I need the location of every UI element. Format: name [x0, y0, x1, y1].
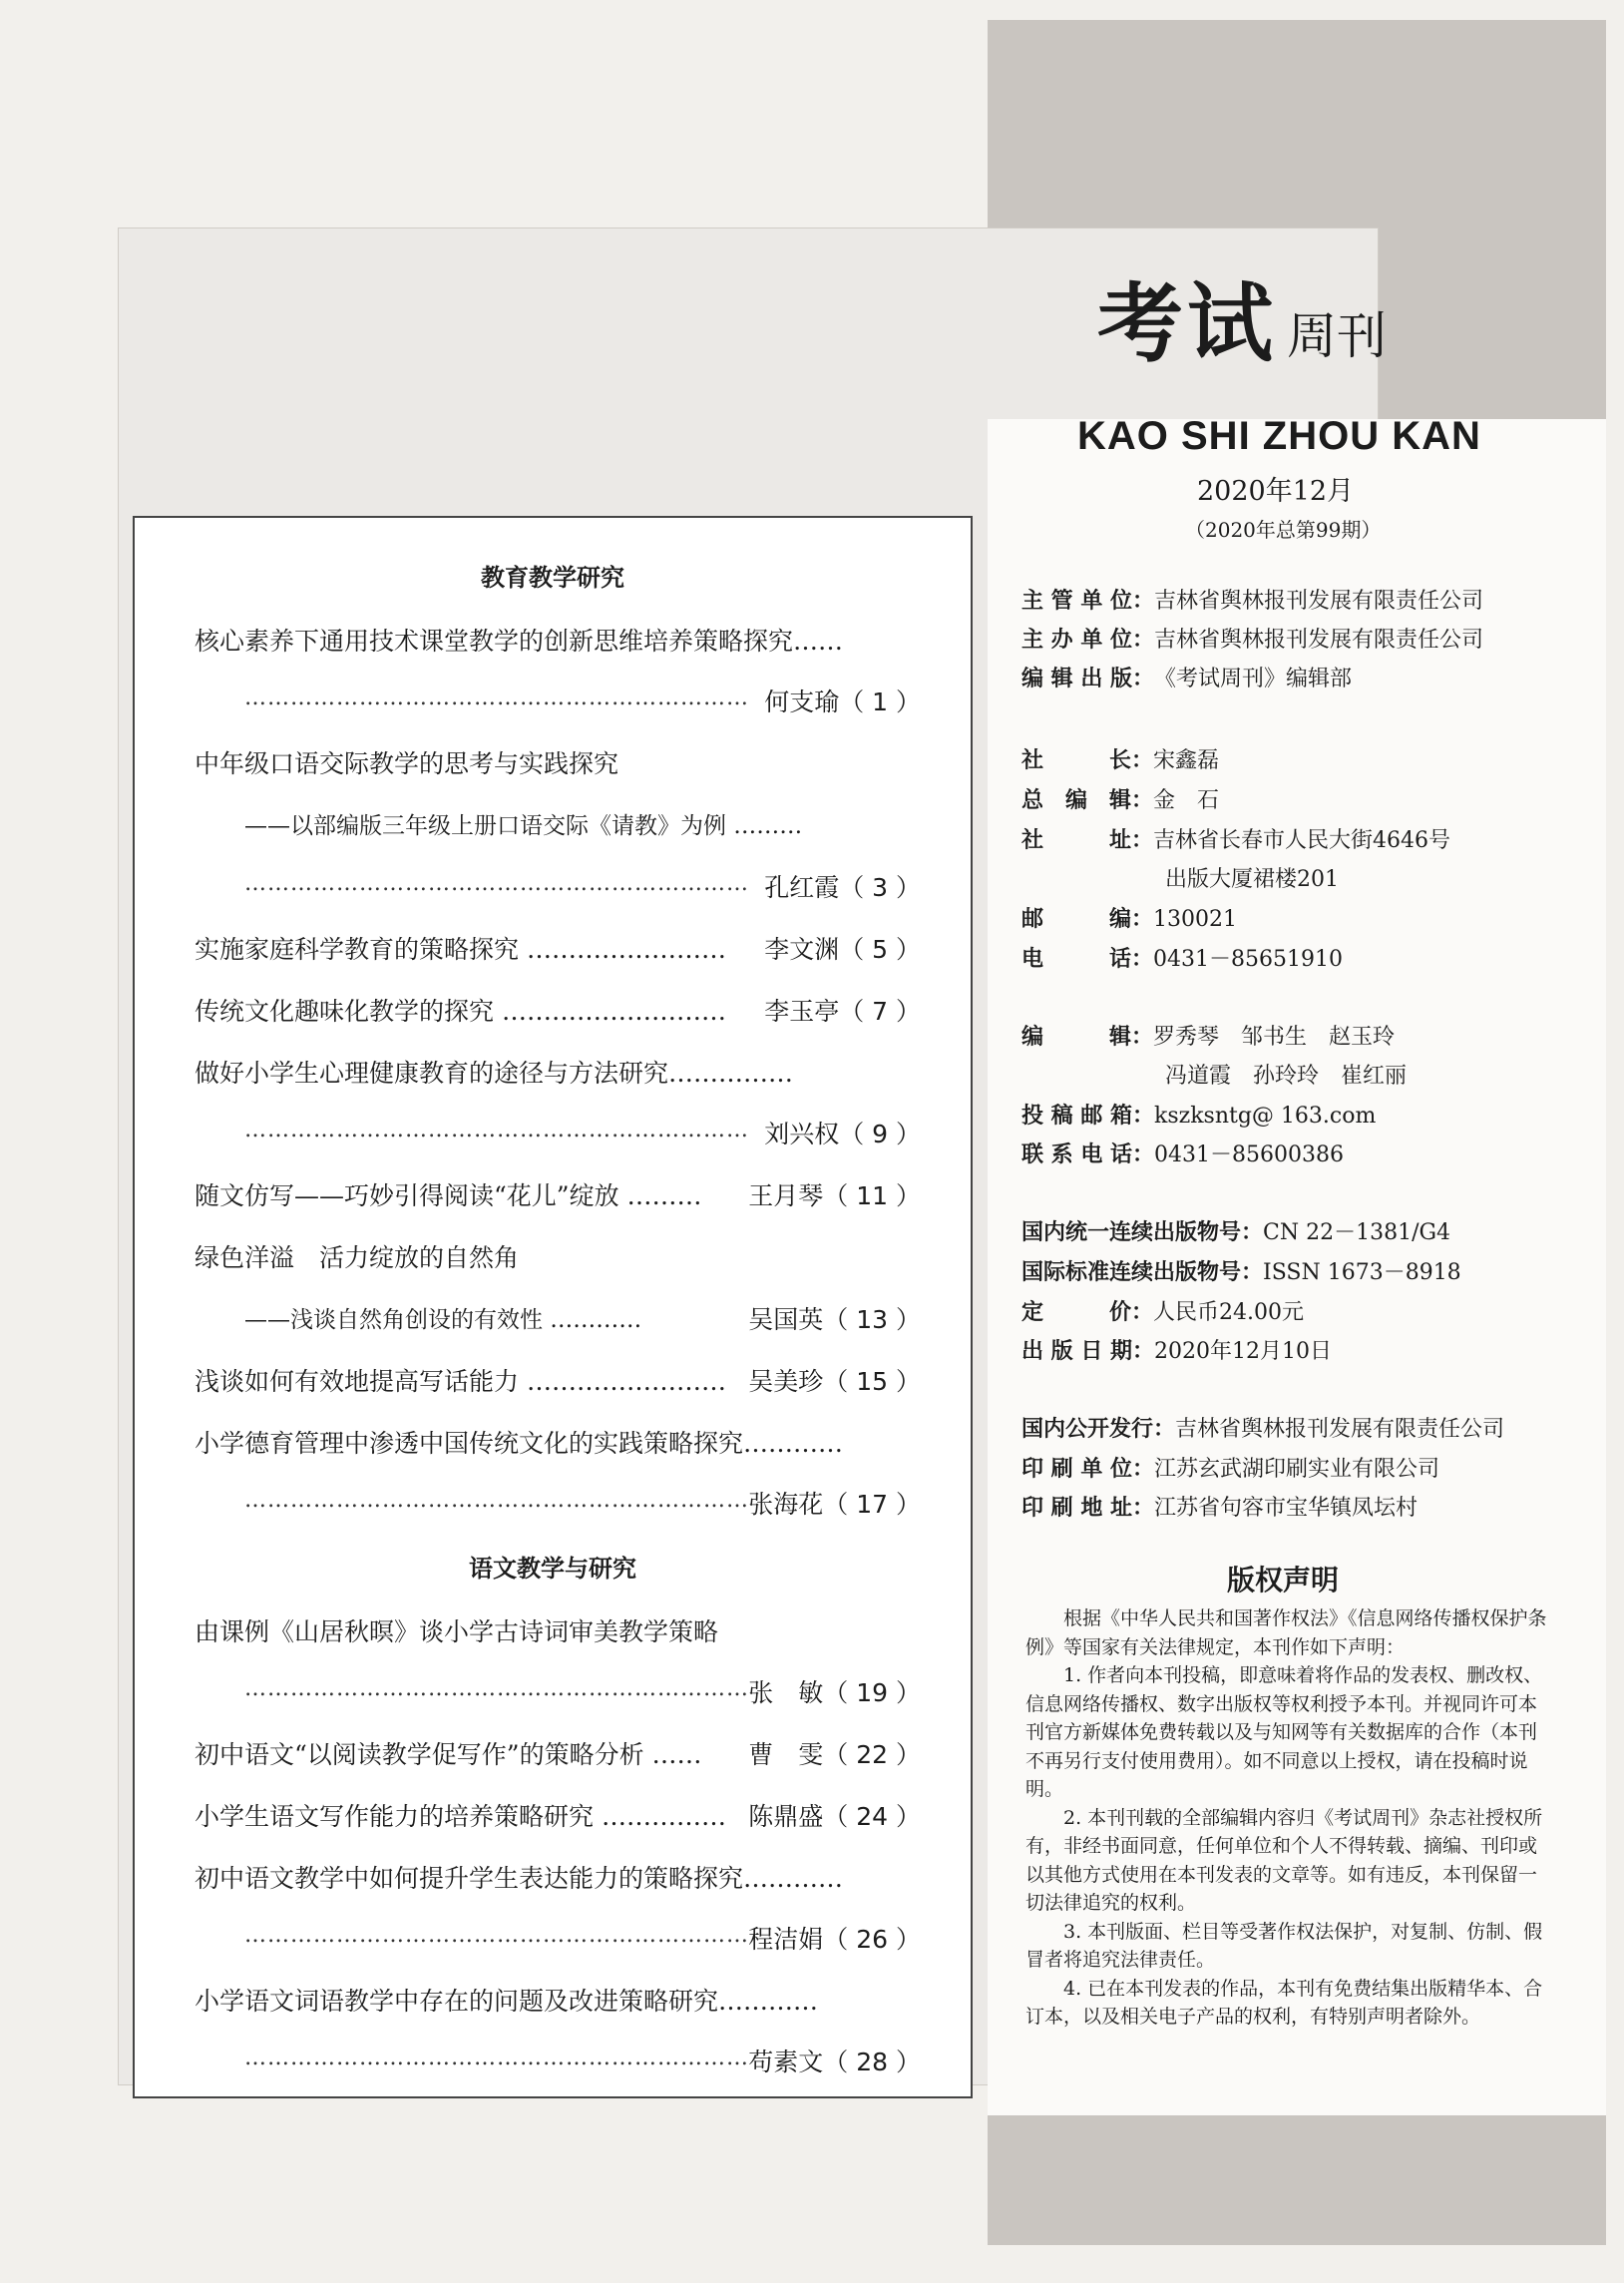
- copyright-title: 版权声明: [1227, 1564, 1340, 1597]
- toc-title[interactable]: 小学语文词语教学中存在的问题及改进策略研究…………: [195, 1987, 819, 2016]
- info-row: 社 长：宋鑫磊: [1021, 748, 1220, 773]
- toc-title[interactable]: 中年级口语交际教学的思考与实践探究: [195, 749, 619, 778]
- info-row: 编 辑 出 版：《考试周刊》编辑部: [1021, 667, 1352, 691]
- toc-title[interactable]: 传统文化趣味化教学的探究 ………………………: [195, 997, 726, 1026]
- toc-author: 程洁娟（ 26 ）: [748, 1925, 921, 1954]
- toc-title[interactable]: 实施家庭科学教育的策略探究 ……………………: [195, 935, 726, 964]
- info-row: 联 系 电 话：0431－85600386: [1021, 1142, 1344, 1167]
- info-row: 印 刷 地 址：江苏省句容市宝华镇凤坛村: [1021, 1496, 1418, 1521]
- info-row: 总 编 辑：金 石: [1021, 788, 1220, 813]
- toc-author: 王月琴（ 11 ）: [748, 1181, 921, 1210]
- issue-date: 2020年12月: [1197, 476, 1355, 507]
- toc-title[interactable]: 绿色洋溢 活力绽放的自然角: [195, 1243, 520, 1272]
- toc-author: 李玉亭（ 7 ）: [764, 997, 921, 1026]
- issue-number: （2020年总第99期）: [1185, 518, 1382, 542]
- toc-title[interactable]: 小学德育管理中渗透中国传统文化的实践策略探究…………: [195, 1429, 844, 1458]
- title-pinyin: KAO SHI ZHOU KAN: [1077, 414, 1481, 458]
- toc-leader: …………………………………………………………: [244, 1488, 749, 1513]
- info-row: 主 管 单 位：吉林省舆林报刊发展有限责任公司: [1021, 589, 1483, 614]
- copyright-body: [1025, 1604, 1554, 2032]
- info-row: 国内统一连续出版物号：CN 22－1381/G4: [1021, 1220, 1451, 1245]
- info-row: 印 刷 单 位：江苏玄武湖印刷实业有限公司: [1021, 1457, 1439, 1482]
- copyright-paragraph: 3. 本刊版面、栏目等受著作权法保护，对复制、仿制、假冒者将追究法律责任。: [1025, 1920, 1543, 1971]
- toc-leader: …………………………………………………………: [244, 1676, 749, 1701]
- table-of-contents: [133, 516, 973, 2098]
- toc-title[interactable]: 初中语文教学中如何提升学生表达能力的策略探究…………: [195, 1864, 844, 1893]
- magazine-title: [1097, 254, 1387, 378]
- toc-leader: …………………………………………………………: [244, 685, 749, 710]
- toc-author: 孔红霞（ 3 ）: [764, 873, 921, 902]
- info-row: 出 版 日 期：2020年12月10日: [1021, 1339, 1332, 1364]
- info-row: 主 办 单 位：吉林省舆林报刊发展有限责任公司: [1021, 628, 1483, 653]
- toc-title[interactable]: 初中语文“以阅读教学促写作”的策略分析 ……: [195, 1740, 702, 1769]
- info-row: 社 址：吉林省长春市人民大街4646号: [1021, 828, 1451, 853]
- toc-title[interactable]: 由课例《山居秋暝》谈小学古诗词审美教学策略: [195, 1617, 719, 1646]
- toc-title[interactable]: 小学生语文写作能力的培养策略研究 ……………: [195, 1802, 726, 1831]
- toc-title[interactable]: 随文仿写——巧妙引得阅读“花儿”绽放 ………: [195, 1181, 702, 1210]
- toc-author: 张海花（ 17 ）: [748, 1490, 921, 1519]
- toc-author: 何支瑜（ 1 ）: [764, 687, 921, 716]
- title-big: 考试: [1097, 274, 1277, 374]
- info-row: 电 话：0431－85651910: [1021, 947, 1343, 972]
- info-row: 定 价：人民币24.00元: [1021, 1300, 1304, 1325]
- info-row: 国际标准连续出版物号：ISSN 1673－8918: [1021, 1260, 1461, 1285]
- section-heading: 教育教学研究: [481, 564, 624, 592]
- toc-author: 张 敏（ 19 ）: [748, 1678, 921, 1707]
- info-row: 编 辑：罗秀琴 邹书生 赵玉玲: [1021, 1025, 1396, 1050]
- info-row: 出版大厦裙楼201: [1165, 867, 1339, 892]
- info-row: 国内公开发行：吉林省舆林报刊发展有限责任公司: [1021, 1417, 1505, 1442]
- toc-author: 苟素文（ 28 ）: [748, 2048, 921, 2076]
- toc-title[interactable]: 浅谈如何有效地提高写话能力 ……………………: [195, 1367, 726, 1396]
- toc-author: 吴美珍（ 15 ）: [748, 1367, 921, 1396]
- toc-author: 刘兴权（ 9 ）: [764, 1120, 921, 1148]
- toc-leader: …………………………………………………………: [244, 871, 749, 896]
- toc-author: 曹 雯（ 22 ）: [748, 1740, 921, 1769]
- toc-subtitle: ——以部编版三年级上册口语交际《请教》为例 ………: [244, 813, 803, 839]
- info-row: 邮 编：130021: [1021, 907, 1237, 932]
- copyright-paragraph: 1. 作者向本刊投稿，即意味着将作品的发表权、删改权、信息网络传播权、数字出版权等权利授予本刊。并视同许可本刊官方新媒体免费转载以及与知网等有关数据库的合作（本刊不再另行支付使用费用）。如不同意以上授权，请在投稿时说明。: [1025, 1664, 1543, 1800]
- copyright-paragraph: 根据《中华人民共和国著作权法》《信息网络传播权保护条例》等国家有关法律规定，本刊作如下声明：: [1025, 1607, 1547, 1658]
- info-row: 投 稿 邮 箱：kszksntg@ 163.com: [1021, 1104, 1377, 1129]
- copyright-paragraph: 4. 已在本刊发表的作品，本刊有免费结集出版精华本、合订本，以及相关电子产品的权利，有特别声明者除外。: [1025, 1977, 1543, 2028]
- toc-title[interactable]: 做好小学生心理健康教育的途径与方法研究……………: [195, 1059, 794, 1088]
- toc-title[interactable]: 核心素养下通用技术课堂教学的创新思维培养策略探究……: [195, 627, 844, 656]
- toc-subtitle: ——浅谈自然角创设的有效性 …………: [244, 1307, 642, 1333]
- title-small: 周刊: [1287, 307, 1387, 365]
- toc-leader: …………………………………………………………: [244, 1923, 749, 1948]
- toc-author: 李文渊（ 5 ）: [764, 935, 921, 964]
- info-row: 冯道霞 孙玲玲 崔红丽: [1165, 1064, 1408, 1089]
- section-heading: 语文教学与研究: [469, 1555, 636, 1583]
- toc-leader: …………………………………………………………: [244, 2046, 749, 2070]
- copyright-paragraph: 2. 本刊刊载的全部编辑内容归《考试周刊》杂志社授权所有，非经书面同意，任何单位和个人不得转载、摘编、刊印或以其他方式使用在本刊发表的文章等。如有违反，本刊保留一切法律追究的权利。: [1025, 1806, 1543, 1914]
- toc-author: 陈鼎盛（ 24 ）: [748, 1802, 921, 1831]
- toc-leader: …………………………………………………………: [244, 1118, 749, 1142]
- toc-author: 吴国英（ 13 ）: [748, 1305, 921, 1334]
